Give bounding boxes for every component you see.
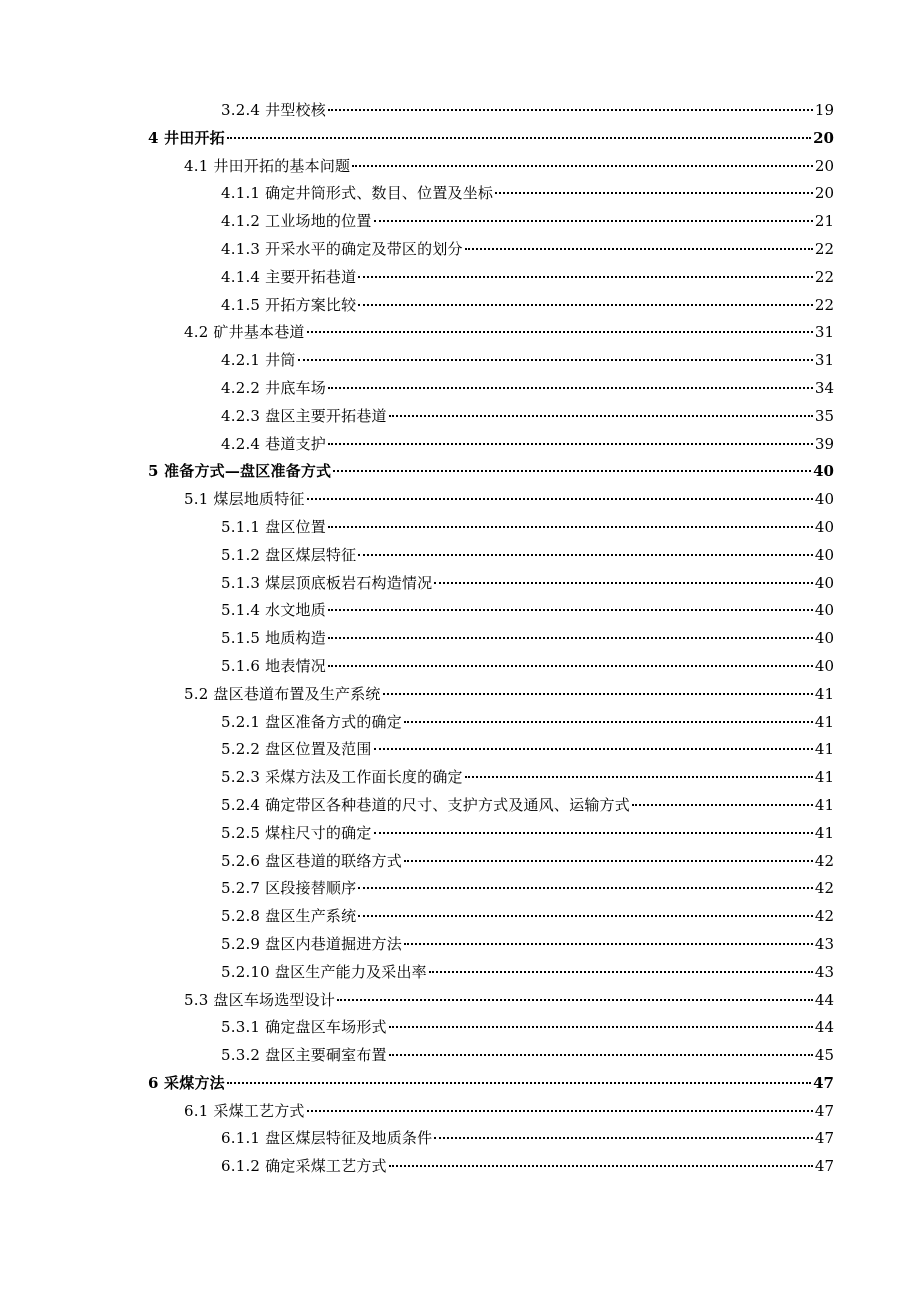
toc-entry[interactable] (148, 931, 834, 959)
toc-entry[interactable] (148, 653, 834, 681)
toc-entry-title: 4 井田开拓 (148, 128, 225, 147)
toc-entry-page-number: 44 (814, 1018, 834, 1037)
toc-entry-title: 5.1.4 水文地质 (221, 601, 326, 620)
dot-leader (227, 1080, 811, 1084)
toc-entry-title: 5.2.9 盘区内巷道掘进方法 (221, 934, 402, 953)
dot-leader (352, 163, 813, 167)
toc-entry-title: 5.1.5 地质构造 (221, 629, 326, 648)
toc-entry[interactable] (148, 959, 834, 987)
dot-leader (358, 885, 813, 889)
toc-entry-title: 4.1 井田开拓的基本问题 (184, 156, 351, 175)
toc-entry[interactable] (148, 1042, 834, 1070)
toc-entry-page-number: 22 (814, 239, 834, 258)
toc-entry-page-number: 45 (814, 1046, 834, 1065)
toc-entry[interactable] (148, 764, 834, 792)
dot-leader (328, 663, 813, 667)
toc-entry-page-number: 35 (814, 406, 834, 425)
toc-entry-title: 4.1.5 开拓方案比较 (221, 295, 357, 314)
dot-leader (227, 135, 811, 139)
toc-entry[interactable] (148, 1014, 834, 1042)
toc-entry-page-number: 40 (814, 629, 834, 648)
toc-entry[interactable] (148, 403, 834, 431)
toc-entry[interactable] (148, 292, 834, 320)
toc-entry[interactable] (148, 431, 834, 459)
toc-entry-page-number: 47 (813, 1073, 834, 1092)
toc-entry[interactable] (148, 1070, 834, 1098)
toc-entry-title: 5.3.2 盘区主要硐室布置 (221, 1046, 387, 1065)
toc-entry[interactable] (148, 1098, 834, 1126)
toc-entry-page-number: 34 (814, 378, 834, 397)
dot-leader (389, 1052, 813, 1056)
dot-leader (333, 468, 811, 472)
toc-entry-title: 4.2 矿井基本巷道 (184, 323, 305, 342)
toc-entry-title: 5.1.3 煤层顶底板岩石构造情况 (221, 573, 433, 592)
dot-leader (465, 246, 813, 250)
toc-entry-title: 5.2.5 煤柱尺寸的确定 (221, 823, 372, 842)
dot-leader (328, 524, 813, 528)
toc-entry-page-number: 22 (814, 267, 834, 286)
dot-leader (328, 385, 813, 389)
dot-leader (298, 357, 813, 361)
toc-entry-page-number: 42 (814, 879, 834, 898)
toc-entry-title: 5.2.2 盘区位置及范围 (221, 740, 372, 759)
dot-leader (328, 441, 813, 445)
dot-leader (383, 691, 813, 695)
toc-entry[interactable] (148, 514, 834, 542)
toc-entry-title: 5.3.1 确定盘区车场形式 (221, 1018, 387, 1037)
toc-entry-page-number: 41 (814, 712, 834, 731)
toc-entry[interactable] (148, 347, 834, 375)
toc-entry-page-number: 41 (814, 768, 834, 787)
toc-entry-page-number: 31 (814, 323, 834, 342)
toc-entry-title: 6.1.1 盘区煤层特征及地质条件 (221, 1129, 433, 1148)
toc-entry-page-number: 41 (814, 740, 834, 759)
toc-entry[interactable] (148, 97, 834, 125)
toc-entry[interactable] (148, 1125, 834, 1153)
toc-entry[interactable] (148, 180, 834, 208)
toc-entry-title: 3.2.4 井型校核 (221, 101, 326, 119)
dot-leader (404, 858, 813, 862)
dot-leader (632, 802, 813, 806)
toc-entry-page-number: 42 (814, 851, 834, 870)
toc-entry[interactable] (148, 681, 834, 709)
dot-leader (389, 413, 813, 417)
dot-leader (404, 719, 813, 723)
dot-leader (328, 635, 813, 639)
toc-entry[interactable] (148, 319, 834, 347)
dot-leader (337, 997, 813, 1001)
toc-entry-title: 5.1.6 地表情况 (221, 656, 326, 675)
toc-entry[interactable] (148, 458, 834, 486)
toc-entry-title: 5.2 盘区巷道布置及生产系统 (184, 684, 381, 703)
dot-leader (374, 830, 813, 834)
dot-leader (328, 607, 813, 611)
toc-entry-title: 5.2.1 盘区准备方式的确定 (221, 712, 402, 731)
toc-entry-title: 5.1.2 盘区煤层特征 (221, 545, 357, 564)
toc-entry-page-number: 40 (814, 573, 834, 592)
dot-leader (389, 1163, 813, 1167)
table-of-contents (148, 97, 834, 1181)
toc-entry-page-number: 41 (814, 684, 834, 703)
toc-entry-title: 5 准备方式—盘区准备方式 (148, 462, 332, 481)
toc-entry-page-number: 19 (814, 101, 834, 119)
toc-entry-page-number: 31 (814, 351, 834, 370)
toc-entry[interactable] (148, 903, 834, 931)
toc-entry[interactable] (148, 208, 834, 236)
dot-leader (389, 1024, 813, 1028)
toc-entry-page-number: 40 (814, 517, 834, 536)
toc-entry-title: 4.1.4 主要开拓巷道 (221, 267, 357, 286)
toc-entry-page-number: 20 (814, 184, 834, 203)
toc-entry-page-number: 44 (814, 990, 834, 1009)
toc-entry-title: 5.2.6 盘区巷道的联络方式 (221, 851, 402, 870)
dot-leader (328, 107, 813, 111)
dot-leader (374, 746, 813, 750)
toc-entry[interactable] (148, 236, 834, 264)
toc-entry-page-number: 42 (814, 907, 834, 926)
dot-leader (358, 302, 813, 306)
dot-leader (358, 913, 813, 917)
toc-entry-page-number: 41 (814, 795, 834, 814)
dot-leader (434, 1135, 813, 1139)
toc-entry-title: 4.2.1 井筒 (221, 351, 296, 370)
toc-entry[interactable] (148, 570, 834, 598)
toc-entry-page-number: 43 (814, 962, 834, 981)
toc-entry-page-number: 40 (814, 656, 834, 675)
toc-entry-page-number: 21 (814, 212, 834, 231)
toc-entry[interactable] (148, 736, 834, 764)
toc-entry[interactable] (148, 153, 834, 181)
toc-entry[interactable] (148, 264, 834, 292)
toc-entry-page-number: 41 (814, 823, 834, 842)
toc-entry-page-number: 39 (814, 434, 834, 453)
toc-entry-title: 4.1.1 确定井筒形式、数目、位置及坐标 (221, 184, 494, 203)
toc-entry-page-number: 47 (814, 1157, 834, 1176)
dot-leader (307, 496, 813, 500)
dot-leader (307, 1108, 813, 1112)
toc-entry-page-number: 20 (814, 156, 834, 175)
toc-entry-title: 5.1 煤层地质特征 (184, 490, 305, 509)
toc-entry-title: 4.1.3 开采水平的确定及带区的划分 (221, 239, 463, 258)
dot-leader (429, 969, 813, 973)
toc-entry-title: 6 采煤方法 (148, 1073, 225, 1092)
toc-entry-title: 5.2.8 盘区生产系统 (221, 907, 357, 926)
toc-entry[interactable] (148, 125, 834, 153)
toc-entry-title: 5.2.10 盘区生产能力及采出率 (221, 962, 427, 981)
toc-entry-title: 4.2.4 巷道支护 (221, 434, 326, 453)
dot-leader (374, 218, 813, 222)
toc-entry-page-number: 47 (814, 1101, 834, 1120)
toc-entry-title: 6.1 采煤工艺方式 (184, 1101, 305, 1120)
toc-entry-title: 4.2.3 盘区主要开拓巷道 (221, 406, 387, 425)
toc-entry[interactable] (148, 375, 834, 403)
toc-entry-page-number: 22 (814, 295, 834, 314)
toc-entry-page-number: 43 (814, 934, 834, 953)
toc-entry-page-number: 40 (814, 545, 834, 564)
toc-entry-title: 6.1.2 确定采煤工艺方式 (221, 1157, 387, 1176)
toc-entry[interactable] (148, 625, 834, 653)
toc-entry-title: 5.2.3 采煤方法及工作面长度的确定 (221, 768, 463, 787)
toc-entry-page-number: 40 (814, 490, 834, 509)
toc-entry-title: 5.2.7 区段接替顺序 (221, 879, 357, 898)
toc-entry[interactable] (148, 542, 834, 570)
toc-entry[interactable] (148, 820, 834, 848)
toc-entry-title: 5.3 盘区车场选型设计 (184, 990, 336, 1009)
toc-entry-page-number: 40 (814, 601, 834, 620)
dot-leader (307, 329, 813, 333)
dot-leader (358, 552, 813, 556)
toc-entry[interactable] (148, 709, 834, 737)
toc-entry-page-number: 40 (813, 462, 834, 481)
dot-leader (465, 774, 813, 778)
dot-leader (434, 580, 813, 584)
toc-entry[interactable] (148, 597, 834, 625)
toc-entry[interactable] (148, 792, 834, 820)
toc-entry[interactable] (148, 875, 834, 903)
toc-entry-title: 5.1.1 盘区位置 (221, 517, 326, 536)
toc-entry[interactable] (148, 486, 834, 514)
toc-entry-title: 5.2.4 确定带区各种巷道的尺寸、支护方式及通风、运输方式 (221, 795, 630, 814)
dot-leader (358, 274, 813, 278)
dot-leader (495, 190, 813, 194)
toc-entry-page-number: 47 (814, 1129, 834, 1148)
toc-entry[interactable] (148, 987, 834, 1015)
toc-entry-title: 4.1.2 工业场地的位置 (221, 212, 372, 231)
toc-entry[interactable] (148, 848, 834, 876)
dot-leader (404, 941, 813, 945)
toc-entry-page-number: 20 (813, 128, 834, 147)
toc-entry-title: 4.2.2 井底车场 (221, 378, 326, 397)
toc-entry[interactable] (148, 1153, 834, 1181)
